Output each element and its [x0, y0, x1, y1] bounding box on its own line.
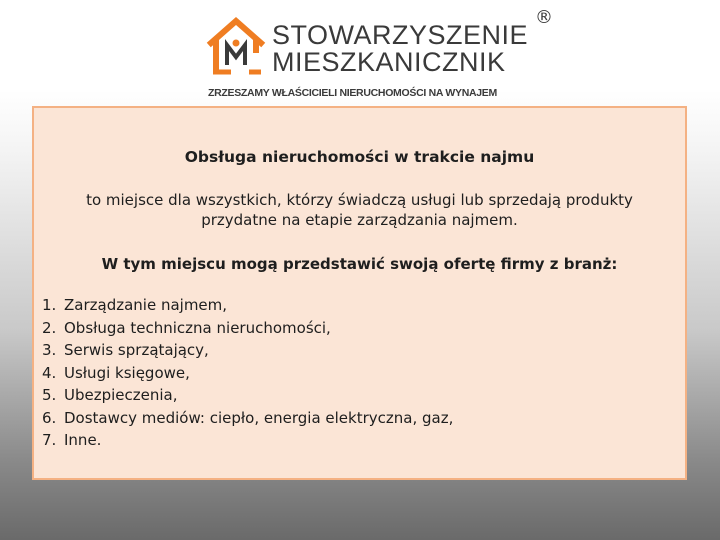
list-item-number: 1. — [42, 296, 57, 314]
list-item-number: 3. — [42, 341, 57, 359]
list-item — [42, 384, 453, 407]
house-logo-icon — [205, 13, 267, 77]
list-item-number: 7. — [42, 431, 57, 449]
list-item-text: Zarządzanie najmem, — [64, 296, 228, 314]
intro-text: to miejsce dla wszystkich, którzy świadczą usługi lub sprzedają produkty przydatne na etapie zarządzania najmem. — [86, 191, 633, 229]
list-item — [42, 362, 453, 385]
tagline: ZRZESZAMY WŁAŚCICIELI NIERUCHOMOŚCI NA WYNAJEM — [208, 87, 497, 99]
list-item — [42, 407, 453, 430]
brand-name-line1: STOWARZYSZENIE — [272, 20, 529, 50]
list-item-number: 6. — [42, 408, 57, 427]
list-item — [42, 317, 453, 340]
list-item-text: Inne. — [64, 431, 102, 449]
list-item-text: Obsługa techniczna nieruchomości, — [64, 318, 331, 337]
list-item-text: Dostawcy mediów: ciepło, energia elektryczna, gaz, — [64, 408, 454, 427]
industries-heading: W tym miejscu mogą przedstawić swoją ofertę firmy z branż: — [101, 255, 618, 273]
list-item — [42, 339, 453, 362]
list-item-number: 2. — [42, 318, 57, 337]
list-item-text: Serwis sprzątający, — [64, 341, 209, 359]
list-item — [42, 294, 453, 317]
list-item-text: Ubezpieczenia, — [64, 386, 178, 404]
content-panel — [32, 106, 687, 480]
list-item-text: Usługi księgowe, — [64, 363, 190, 382]
registered-mark: ® — [535, 7, 553, 28]
industries-list — [42, 294, 453, 452]
header — [0, 0, 720, 104]
list-item — [42, 429, 453, 452]
list-item-number: 5. — [42, 386, 57, 404]
panel-title: Obsługa nieruchomości w trakcie najmu — [184, 148, 535, 166]
brand-name-line2: MIESZKANICZNIK — [272, 47, 506, 77]
list-item-number: 4. — [42, 363, 57, 382]
